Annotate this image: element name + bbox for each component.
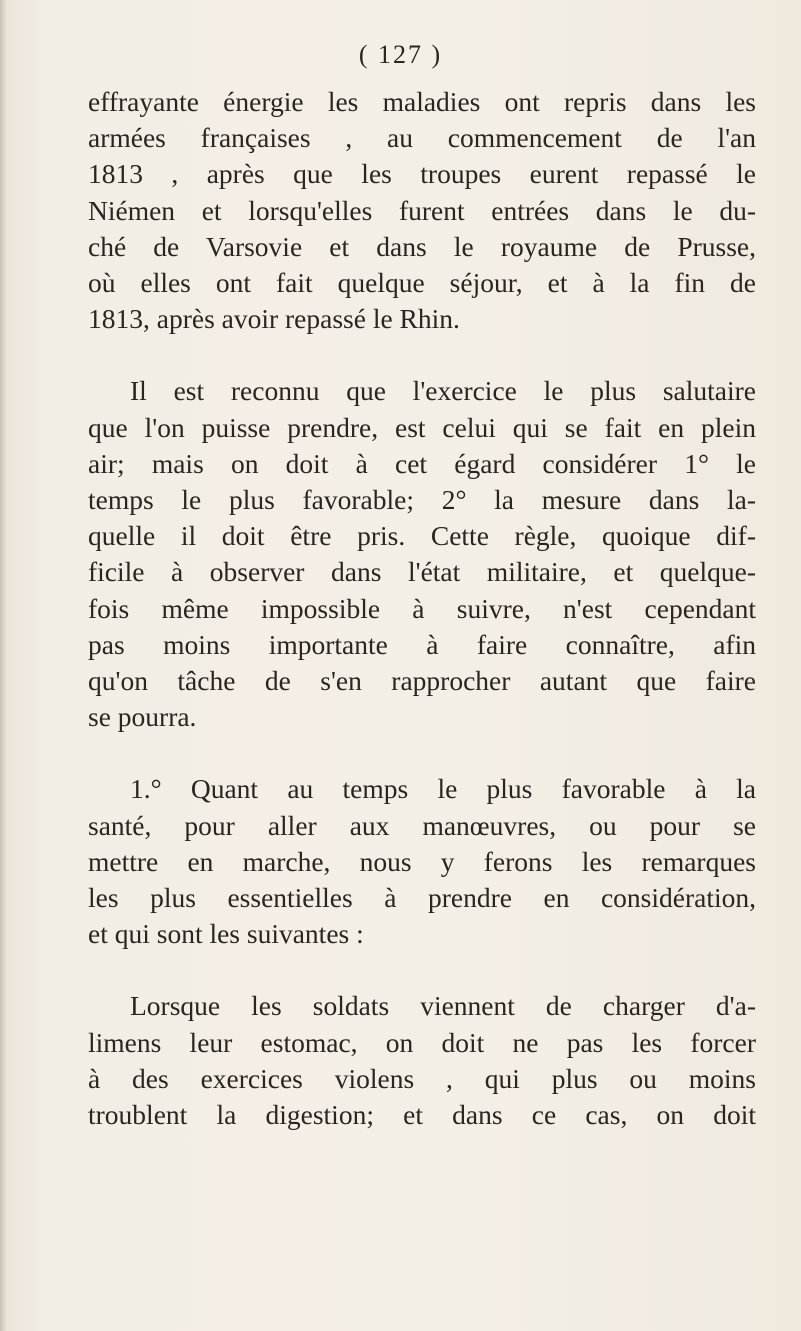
text-line: les plus essentielles à prendre en considération, — [88, 882, 756, 914]
text-line: à des exercices violens , qui plus ou moins — [88, 1062, 756, 1094]
paragraph-3 — [88, 771, 756, 952]
paragraph-2 — [88, 373, 756, 735]
text-line: Il est reconnu que l'exercice le plus salutaire — [130, 375, 756, 407]
text-line: effrayante énergie les maladies ont repris dans les — [88, 86, 756, 117]
text-line: se pourra. — [88, 701, 197, 733]
text-line: Lorsque les soldats viennent de charger d'a- — [130, 990, 756, 1022]
paragraph-1 — [88, 84, 756, 337]
text-line: qu'on tâche de s'en rapprocher autant que faire — [88, 665, 756, 697]
page-binding-edge — [0, 0, 6, 1331]
text-line: santé, pour aller aux manœuvres, ou pour se — [88, 809, 756, 841]
text-line: 1813 , après que les troupes eurent repassé le — [88, 158, 756, 190]
text-line: temps le plus favorable; 2° la mesure dans la- — [88, 484, 756, 516]
page-number: ( 127 ) — [358, 40, 443, 69]
text-line: armées françaises , au commencement de l'an — [88, 122, 756, 154]
text-line: et qui sont les suivantes : — [88, 918, 364, 950]
text-line: ché de Varsovie et dans le royaume de Prusse, — [88, 230, 756, 262]
paragraph-gap — [88, 735, 756, 771]
paragraph-gap — [88, 337, 756, 373]
text-line: 1.° Quant au temps le plus favorable à la — [130, 773, 756, 805]
text-line: ficile à observer dans l'état militaire, et quelque- — [88, 556, 756, 588]
text-line: où elles ont fait quelque séjour, et à la fin de — [88, 267, 756, 299]
paragraph-gap — [88, 952, 756, 988]
paragraph-4 — [88, 988, 756, 1133]
text-line: Niémen et lorsqu'elles furent entrées dans le du- — [88, 194, 756, 226]
text-line: mettre en marche, nous y ferons les remarques — [88, 845, 756, 877]
text-line: 1813, après avoir repassé le Rhin. — [88, 303, 460, 335]
text-line: troublent la digestion; et dans ce cas, on doit — [88, 1099, 756, 1131]
text-line: que l'on puisse prendre, est celui qui se fait en plein — [88, 411, 756, 443]
text-line: air; mais on doit à cet égard considérer 1° le — [88, 447, 756, 479]
page-body — [88, 84, 756, 1133]
text-line: fois même impossible à suivre, n'est cependant — [88, 592, 756, 624]
text-line: quelle il doit être pris. Cette règle, quoique dif- — [88, 520, 756, 552]
text-line: pas moins importante à faire connaître, afin — [88, 628, 756, 660]
text-line: limens leur estomac, on doit ne pas les forcer — [88, 1026, 756, 1058]
